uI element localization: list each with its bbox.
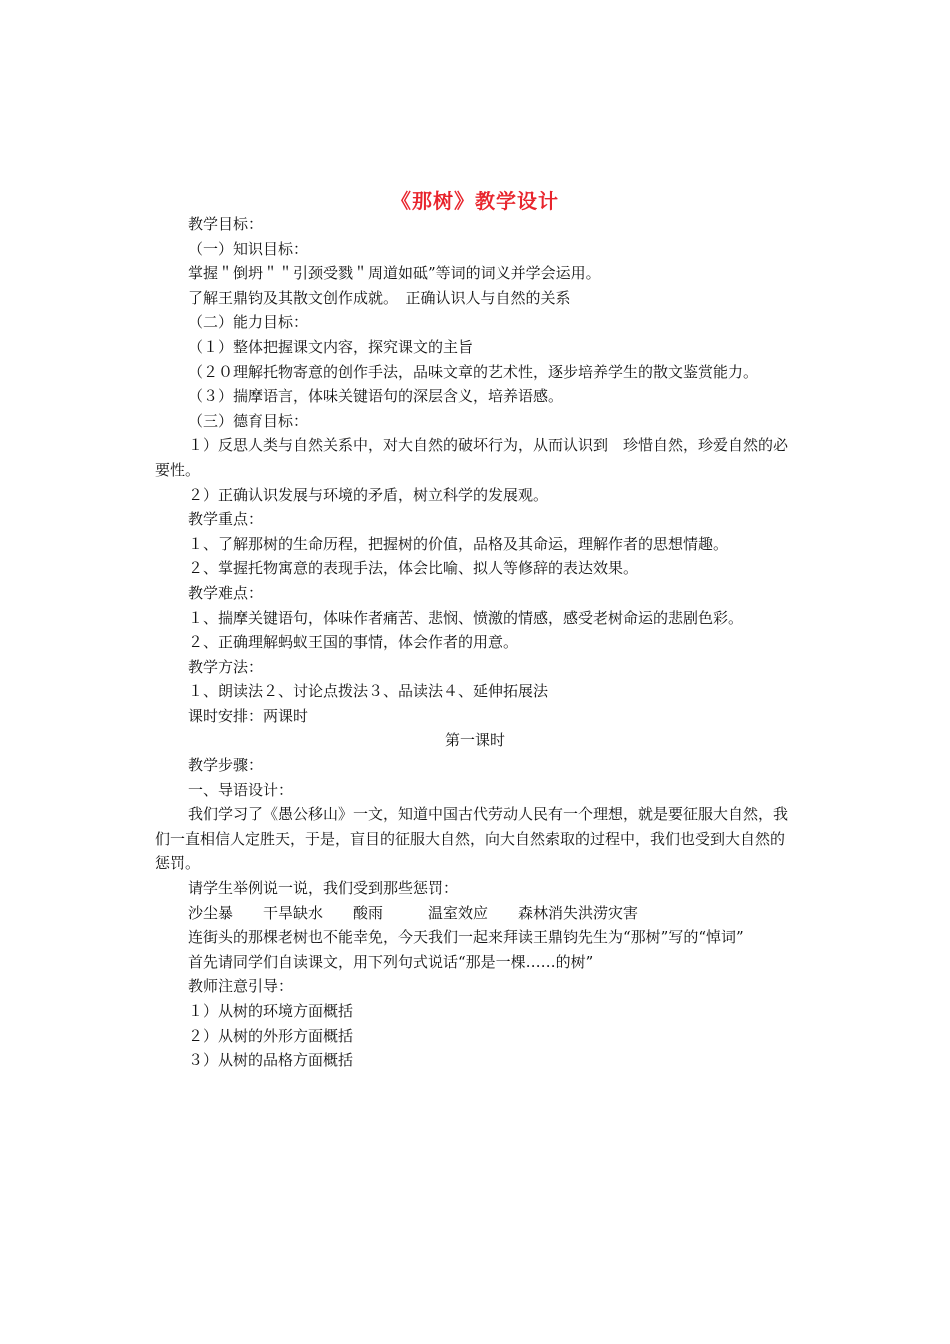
section-heading-keypoints: 教学重点： [188, 510, 264, 529]
paragraph: 我们学习了《愚公移山》一文，知道中国古代劳动人民有一个理想，就是要征服大自然，我们一直相信人定胜天，于是，盲目的征服大自然，向大自然索取的过程中，我们也受到大自然的惩罚。 [155, 805, 789, 873]
list-item: １）从树的环境方面概括 [188, 1002, 354, 1020]
paragraph: 掌握＂倒坍＂＂引颈受戮＂周道如砥”等词的词义并学会运用。 [188, 264, 601, 283]
section-heading-steps: 教学步骤： [188, 756, 264, 775]
list-item: （１）整体把握课文内容，探究课文的主旨 [188, 337, 474, 356]
list-item: ２）从树的外形方面概括 [188, 1026, 354, 1045]
list-item: ２、正确理解蚂蚁王国的事情，体会作者的用意。 [188, 633, 519, 652]
paragraph: 了解王鼎钧及其散文创作成就。 正确认识人与自然的关系 [188, 288, 571, 307]
paragraph: 请学生举例说一说，我们受到那些惩罚： [188, 879, 459, 898]
list-item: （２０理解托物寄意的创作手法，品味文章的艺术性，逐步培养学生的散文鉴赏能力。 [188, 362, 759, 381]
paragraph: 连街头的那棵老树也不能幸免，今天我们一起来拜读王鼎钧先生为“那树”写的“悼词” [188, 928, 744, 947]
subheading-moral: （三）德育目标： [188, 411, 309, 430]
list-item: １、揣摩关键语句，体味作者痛苦、悲悯、愤激的情感，感受老树命运的悲剧色彩。 [188, 608, 744, 627]
subheading-ability: （二）能力目标： [188, 313, 309, 332]
paragraph: 首先请同学们自读课文，用下列句式说话“那是一棵……的树” [188, 952, 594, 971]
paragraph: 教师注意引导： [188, 977, 294, 996]
subheading-knowledge: （一）知识目标： [188, 239, 309, 258]
paragraph: １、朗读法２、讨论点拨法３、品读法４、延伸拓展法 [188, 682, 549, 701]
section-heading-methods: 教学方法： [188, 657, 264, 676]
examples-row: 沙尘暴 干旱缺水 酸雨 温室效应 森林消失洪涝灾害 [188, 903, 639, 922]
list-item: １）反思人类与自然关系中，对大自然的破坏行为，从而认识到 珍惜自然，珍爱自然的必要性。 [155, 436, 789, 479]
lesson-heading: 第一课时 [444, 731, 505, 750]
list-item: １、了解那树的生命历程，把握树的价值，品格及其命运，理解作者的思想情趣。 [188, 534, 729, 553]
section-heading-difficulties: 教学难点： [188, 583, 264, 602]
list-item: ２、掌握托物寓意的表现手法，体会比喻、拟人等修辞的表达效果。 [188, 559, 639, 578]
list-item: ３）从树的品格方面概括 [188, 1051, 354, 1070]
document-title: 《那树》教学设计 [391, 189, 559, 213]
list-item: ２）正确认识发展与环境的矛盾，树立科学的发展观。 [188, 485, 549, 504]
document-body [155, 212, 795, 1073]
section-heading-objectives: 教学目标： [188, 215, 264, 233]
list-item: （３）揣摩语言，体味关键语句的深层含义，培养语感。 [188, 387, 564, 406]
paragraph: 课时安排：两课时 [188, 706, 309, 725]
subheading-intro: 一、导语设计： [188, 780, 294, 799]
